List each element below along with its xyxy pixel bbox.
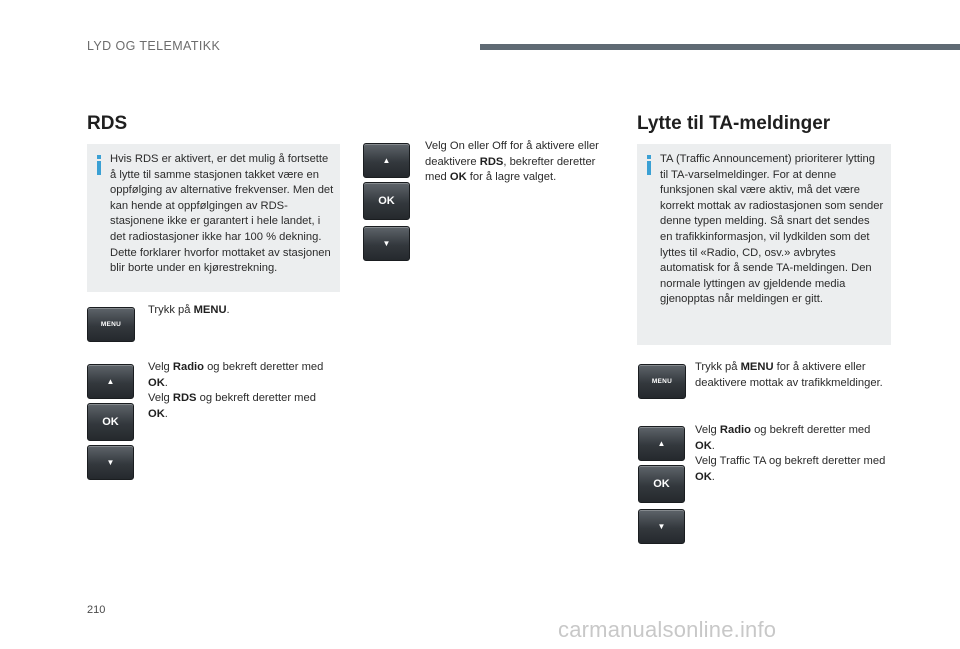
rds-heading: RDS <box>87 113 128 134</box>
ok-button-icon: OK <box>638 465 685 503</box>
down-arrow-button-icon: ▼ <box>87 445 134 480</box>
rds-step-select: Velg Radio og bekreft deretter med OK. Velg RDS og bekreft deretter med OK. <box>148 361 324 420</box>
info-icon <box>95 155 104 175</box>
rds-info-box <box>87 144 340 292</box>
up-arrow-button-icon: ▲ <box>363 143 410 178</box>
up-arrow-button-icon: ▲ <box>638 426 685 461</box>
header-rule <box>480 44 960 50</box>
ta-heading: Lytte til TA-meldinger <box>637 113 831 134</box>
running-header: LYD OG TELEMATIKK <box>87 39 221 53</box>
menu-button-icon: MENU <box>638 364 686 399</box>
down-arrow-button-icon: ▼ <box>638 509 685 544</box>
ta-step-menu: Trykk på MENU for å aktivere eller deaktivere mottak av trafikkmeldinger. <box>695 361 883 389</box>
rds-step-menu: Trykk på MENU. <box>148 304 230 316</box>
down-arrow-button-icon: ▼ <box>363 226 410 261</box>
ta-step-select: Velg Radio og bekreft deretter med OK. Velg Traffic TA og bekreft deretter med OK. <box>695 424 886 483</box>
ok-button-icon: OK <box>363 182 410 220</box>
ok-button-icon: OK <box>87 403 134 441</box>
ta-info-text: TA (Traffic Announcement) prioriterer lytting til TA-varselmeldinger. For at denne funksjonen skal være aktiv, må det være korrekt mottak av radiostasjonen som sender denne typen melding. Så snart det sendes en trafikkinformasjon, vil lydkilden som det lyttes til «Radio, CD, osv.» avbrytes automatisk for å sende TA-meldingen. Den normale lyttingen av gjeldende media gjenopptas når meldingen er gitt. <box>660 153 884 306</box>
up-arrow-button-icon: ▲ <box>87 364 134 399</box>
page-number: 210 <box>87 604 106 616</box>
watermark: carmanualsonline.info <box>558 617 777 642</box>
rds-step-toggle: Velg On eller Off for å aktivere eller deaktivere RDS, bekrefter deretter med OK for å lagre valget. <box>425 140 599 184</box>
info-icon <box>645 155 654 175</box>
menu-button-icon: MENU <box>87 307 135 342</box>
rds-info-text: Hvis RDS er aktivert, er det mulig å fortsette å lytte til samme stasjonen takket være en oppfølging av alternative frekvenser. Men det kan hende at oppfølgingen av RDS-stasjonene ikke er garantert i hele landet, i det radiostasjoner ikke har 100 % dekning. Dette forklarer hvorfor mottaket av stasjonen blir borte under en kjørestrekning. <box>110 153 334 275</box>
ta-info-box <box>637 144 891 345</box>
